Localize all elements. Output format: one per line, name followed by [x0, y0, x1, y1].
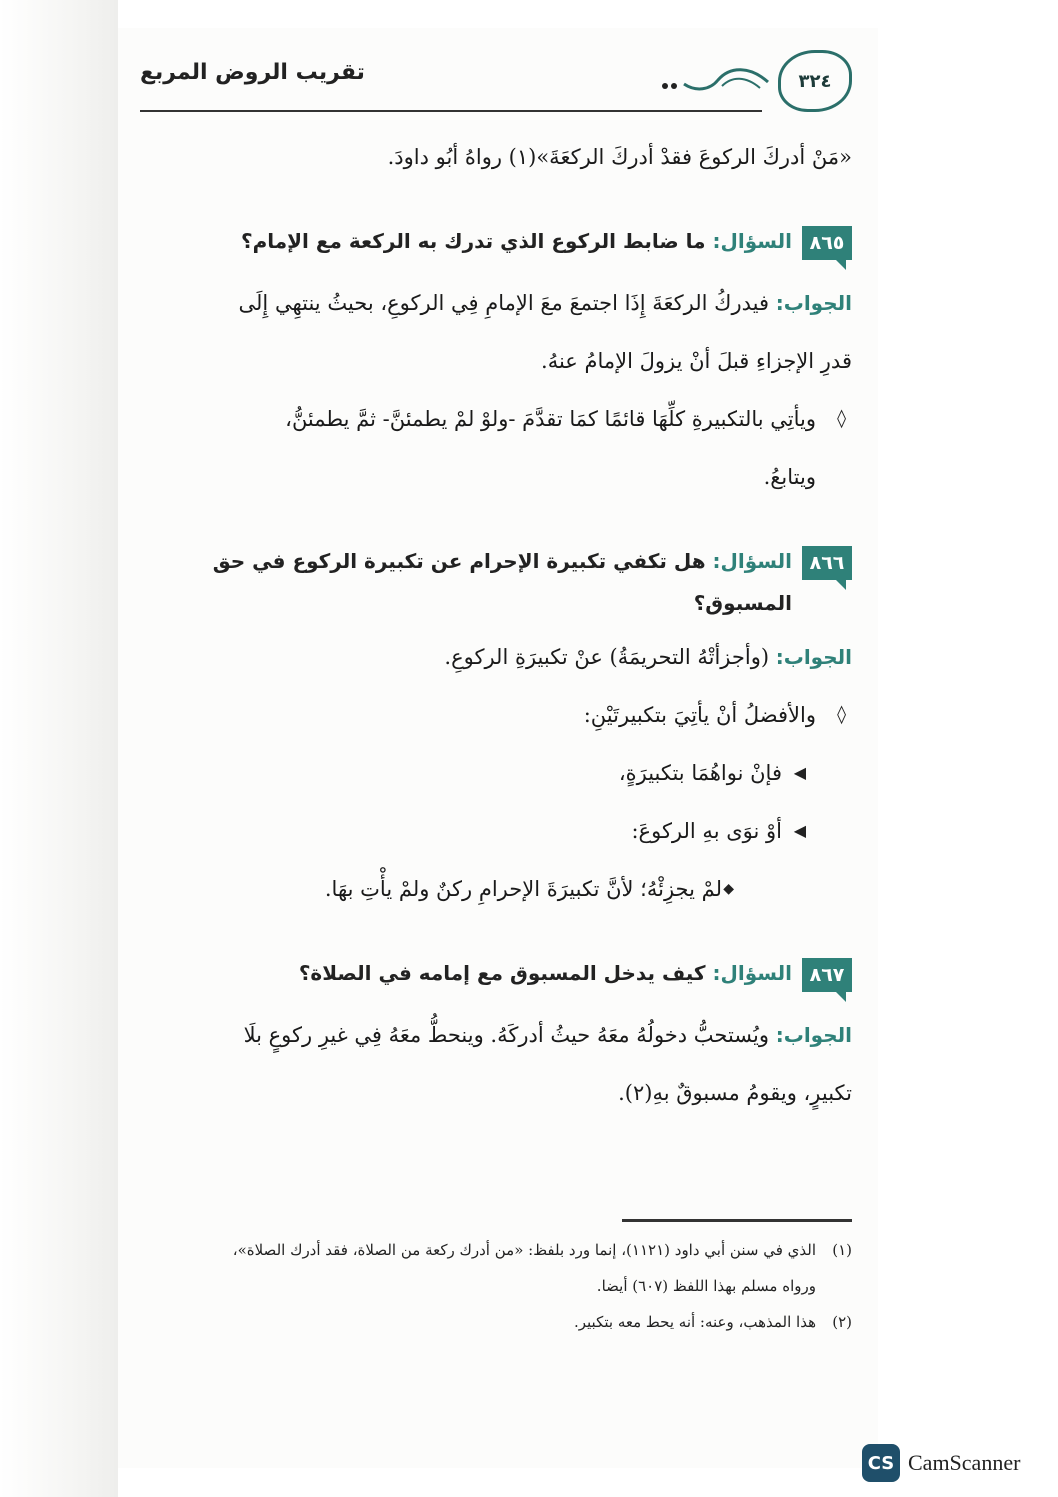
footnote-2 [140, 1304, 852, 1340]
footnote-line: الذي في سنن أبي داود (١١٢١)، إنما ورد بلفظ: «من أدرك ركعة من الصلاة، فقد أدرك الصلاة»، [232, 1241, 816, 1259]
hadith-line: «مَنْ أدركَ الركوعَ فقدْ أدركَ الركعَةَ»(١) رواهُ أبُو داودَ. [387, 145, 852, 169]
subsub-item [140, 860, 852, 918]
triangle-bullet-icon: ◀ [793, 763, 806, 782]
footnote-rule [622, 1219, 852, 1222]
point-line: ويأتِي بالتكبيرةِ كلِّهَا قائمًا كمَا تقدَّمَ -ولوْ لمْ يطمئنَّ- ثمَّ يطمئنُّ، [285, 407, 816, 431]
footnote-line: هذا المذهب، وعنه: أنه يحط معه بتكبير. [573, 1313, 816, 1331]
question-label: السؤال: [712, 549, 792, 573]
point-item [140, 390, 852, 506]
answer-866 [140, 628, 852, 686]
footnote-line: ورواه مسلم بهذا اللفظ (٦٠٧) أيضا. [596, 1277, 816, 1295]
page-content [140, 120, 852, 1122]
sub-item [140, 802, 852, 860]
question-867 [140, 952, 852, 1002]
diamond-solid-bullet-icon: ◆ [723, 881, 734, 897]
question-body: هل تكفي تكبيرة الإحرام عن تكبيرة الركوع في حق [212, 549, 706, 573]
scan-margin-shadow [0, 0, 118, 1497]
answer-line: ويُستحبُّ دخولُهُ معَهُ حيثُ أدركَهُ. وينحطُّ معَهُ فِي غيرِ ركوعٍ بلَا [243, 1023, 770, 1047]
sub-item [140, 744, 852, 802]
question-866 [140, 540, 852, 624]
answer-line: (وأجزأتْهُ التحريمَةُ) عنْ تكبيرَةِ الركوعِ. [444, 645, 770, 669]
sub-line: أوْ نوَى بهِ الركوعَ: [631, 819, 782, 843]
question-number-badge: ٨٦٦ [802, 546, 852, 580]
answer-867 [140, 1006, 852, 1122]
triangle-bullet-icon: ◀ [793, 821, 806, 840]
footnote-number: (١) [832, 1241, 852, 1259]
answer-line: تكبيرٍ، ويقومُ مسبوقٌ بهِ(٢). [618, 1081, 852, 1105]
answer-label: الجواب: [775, 645, 852, 669]
question-text [241, 220, 792, 262]
point-line: والأفضلُ أنْ يأتِيَ بتكبيرتَيْنِ: [583, 703, 816, 727]
answer-line: قدرِ الإجزاءِ قبلَ أنْ يزولَ الإمامُ عنهُ. [541, 349, 852, 373]
footnote-number: (٢) [832, 1313, 852, 1331]
answer-label: الجواب: [775, 1023, 852, 1047]
header-ornament-icon [660, 62, 770, 98]
question-text [213, 540, 792, 624]
camscanner-brand: CamScanner [908, 1450, 1021, 1475]
answer-line: فيدركُ الركعَةَ إِذَا اجتمعَ معَ الإمامِ فِي الركوعِ، بحيثُ ينتهِي إِلَى [238, 291, 770, 315]
point-item [140, 686, 852, 744]
subsub-line: لمْ يجزِئْهُ؛ لأنَّ تكبيرَةَ الإحرامِ ركنٌ ولمْ يأْتِ بهَا. [324, 877, 722, 901]
sub-line: فإنْ نواهُمَا بتكبيرَةٍ، [618, 761, 782, 785]
page-header [140, 50, 852, 116]
point-line: ويتابعُ. [763, 465, 816, 489]
footnotes [140, 1232, 852, 1340]
camscanner-watermark [862, 1443, 1020, 1483]
diamond-bullet-icon: ◊ [837, 408, 846, 429]
header-rule [140, 110, 762, 112]
page-number: ٣٢٤ [778, 50, 852, 112]
question-865 [140, 220, 852, 270]
question-label: السؤال: [712, 229, 792, 253]
question-text [299, 952, 792, 994]
question-body: ما ضابط الركوع الذي تدرك به الركعة مع الإمام؟ [240, 229, 706, 253]
question-label: السؤال: [712, 961, 792, 985]
answer-865 [140, 274, 852, 390]
question-number-badge: ٨٦٧ [802, 958, 852, 992]
camscanner-logo-icon: CS [862, 1444, 900, 1482]
question-body: المسبوق؟ [693, 591, 792, 615]
question-body: كيف يدخل المسبوق مع إمامه في الصلاة؟ [298, 961, 706, 985]
book-title: تقريب الروض المربع [140, 60, 365, 85]
question-number-badge: ٨٦٥ [802, 226, 852, 260]
diamond-bullet-icon: ◊ [837, 704, 846, 725]
footnote-1 [140, 1232, 852, 1304]
answer-label: الجواب: [775, 291, 852, 315]
